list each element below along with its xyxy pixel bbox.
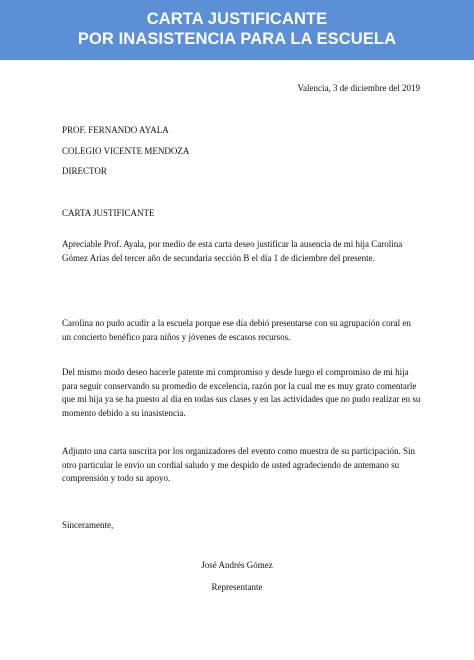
letter-subject: CARTA JUSTIFICANTE [62,208,155,218]
closing: Sinceramente, [62,520,114,530]
recipient-name: PROF. FERNANDO AYALA [62,125,169,135]
recipient-school: COLEGIO VICENTE MENDOZA [62,146,190,156]
paragraph-4: Adjunto una carta suscrita por los organizadores del evento como muestra de su participación. Sin otro particular le envío un cordial saludo y me despido de usted agradeciendo de antemano su comprensión y todo su apoyo. [62,446,415,483]
paragraph-1: Apreciable Prof. Ayala, por medio de esta carta deseo justificar la ausencia de mi hija Carolina Gómez Arias del tercer año de secundaria sección B el día 1 de diciembre del presente. [62,239,403,263]
banner-title-line-1: CARTA JUSTIFICANTE [146,10,328,28]
paragraph-2: Carolina no pudo acudir a la escuela porque ese día debió presentarse con su agrupación coral en un concierto benéfico para niños y jóvenes de escasos recursos. [62,318,411,342]
signer-role: Representante [211,582,263,592]
title-banner [0,0,474,60]
letter-date: Valencia, 3 de diciembre del 2019 [297,83,420,93]
banner-title-line-2: POR INASISTENCIA PARA LA ESCUELA [77,30,397,48]
paragraph-3: Del mismo modo deseo hacerle patente mi compromiso y desde luego el compromiso de mi hija para seguir conservando su promedio de excelencia, razón por la cual me es muy grato comentarle que mi hija ya se ha puesto al día en todas sus clases y en las actividades que no pudo realizar en su momento debido a su inasistencia. [62,367,421,418]
recipient-title: DIRECTOR [62,166,107,176]
signer-name: José Andrés Gómez [201,560,273,570]
letter-body [0,60,474,660]
